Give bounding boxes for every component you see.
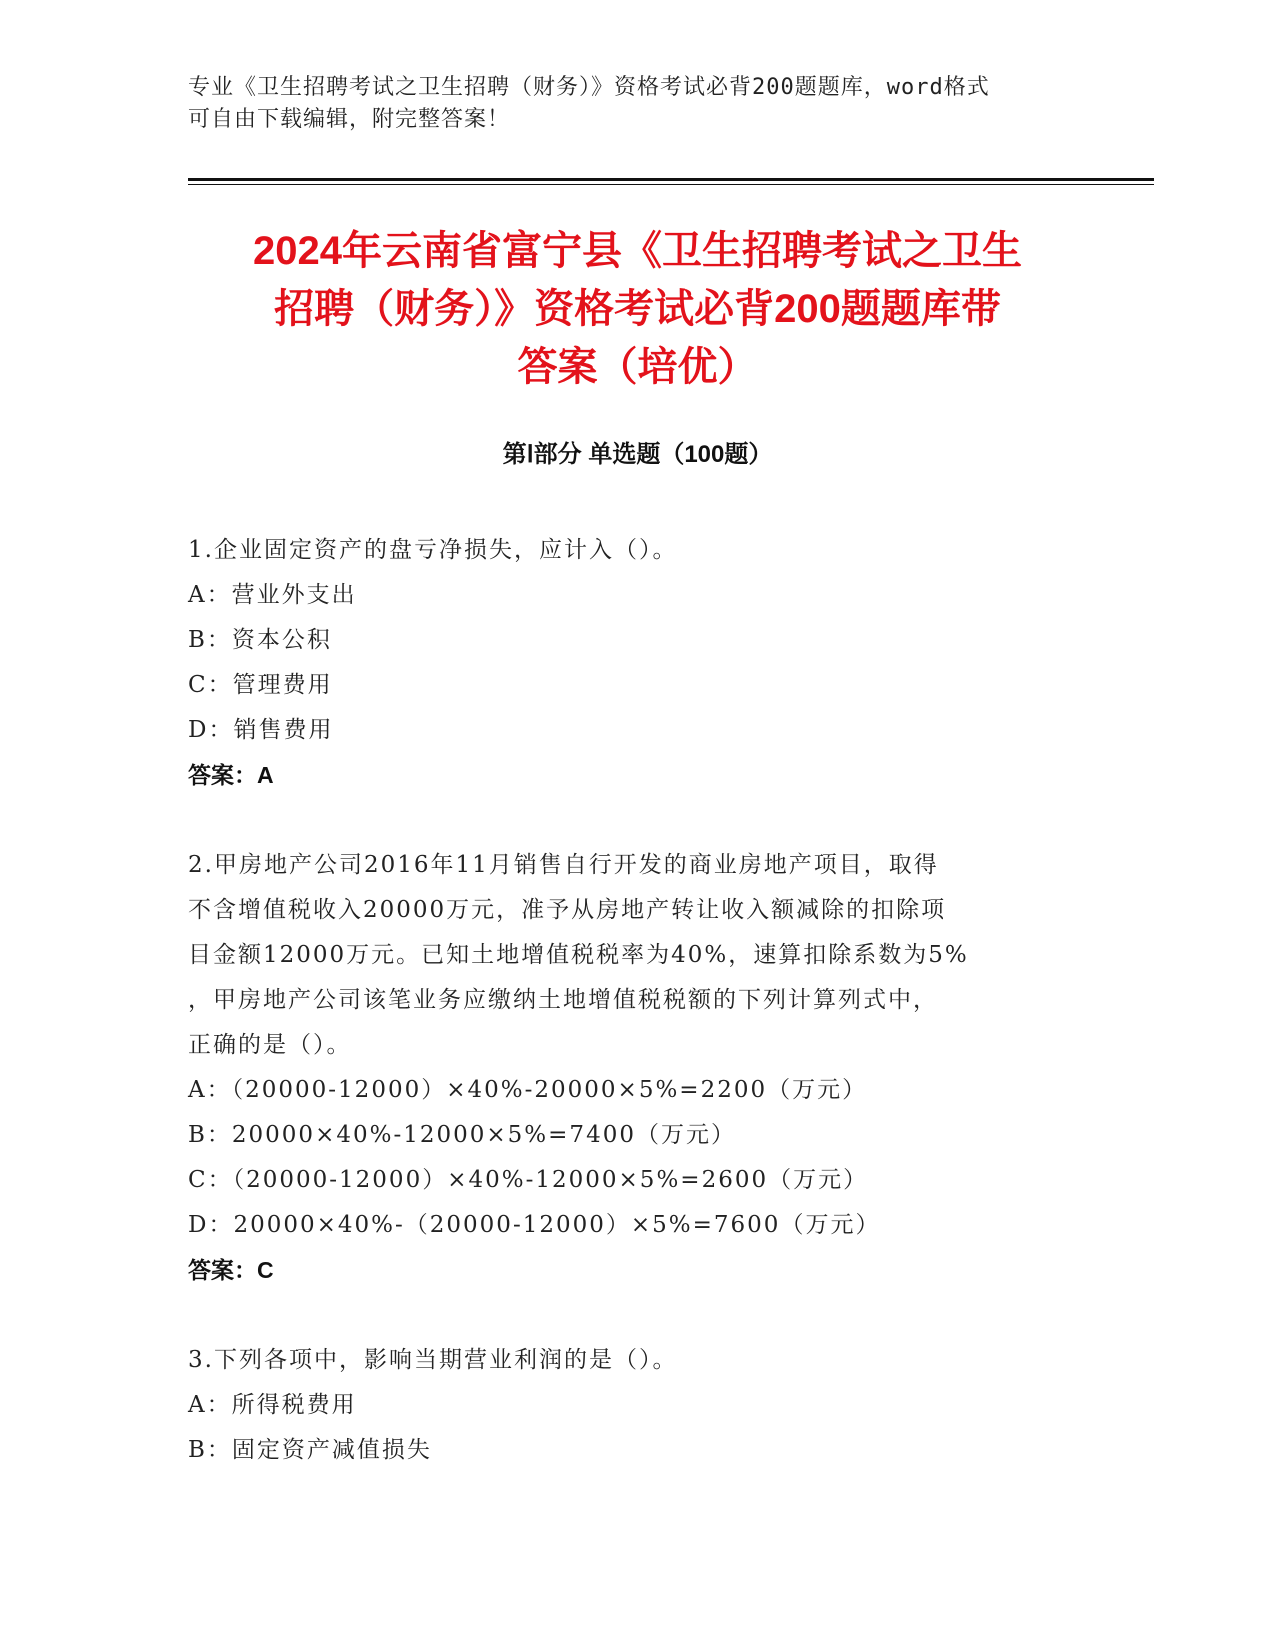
header-divider-thin [188, 184, 1154, 185]
question-text: 1.企业固定资产的盘亏净损失，应计入（）。 [188, 537, 678, 563]
section-title: 第Ⅰ部分 单选题（100题） [502, 441, 773, 468]
title-line: 招聘（财务）》资格考试必背200题题库带 [274, 287, 1001, 331]
title-line: 答案（培优） [517, 345, 758, 389]
question-text: ，甲房地产公司该笔业务应缴纳土地增值税税额的下列计算列式中， [188, 987, 938, 1013]
option-c: C：（20000-12000）×40%-12000×5%=2600（万元） [188, 1167, 869, 1193]
question-item [188, 843, 1068, 1293]
question-text: 正确的是（）。 [188, 1032, 352, 1058]
header-note [188, 72, 1068, 136]
question-item [188, 1338, 1068, 1473]
question-text: 3.下列各项中，影响当期营业利润的是（）。 [188, 1347, 678, 1373]
question-text: 目金额12000万元。已知土地增值税税率为40%，速算扣除系数为5% [188, 942, 969, 968]
option-c: C：管理费用 [188, 672, 333, 698]
question-text: 2.甲房地产公司2016年11月销售自行开发的商业房地产项目，取得 [188, 852, 939, 878]
option-d: D：20000×40%-（20000-12000）×5%=7600（万元） [188, 1212, 881, 1238]
option-a: A：营业外支出 [188, 582, 357, 608]
question-text: 不含增值税收入20000万元，准予从房地产转让收入额减除的扣除项 [188, 897, 947, 923]
header-note-line: 可自由下载编辑，附完整答案！ [188, 107, 511, 132]
question-item [188, 528, 1068, 798]
document-title [150, 222, 1125, 396]
answer-text: 答案：A [188, 762, 274, 788]
header-divider-thick [188, 178, 1154, 181]
question-list [188, 528, 1068, 1518]
option-a: A：所得税费用 [188, 1392, 357, 1418]
option-a: A：（20000-12000）×40%-20000×5%=2200（万元） [188, 1077, 868, 1103]
answer-text: 答案：C [188, 1257, 274, 1283]
option-b: B：20000×40%-12000×5%=7400（万元） [188, 1122, 736, 1148]
option-d: D：销售费用 [188, 717, 334, 743]
title-line: 2024年云南省富宁县《卫生招聘考试之卫生 [253, 229, 1022, 273]
header-note-line: 专业《卫生招聘考试之卫生招聘（财务）》资格考试必背200题题库，word格式 [188, 75, 990, 100]
option-b: B：资本公积 [188, 627, 332, 653]
option-b: B：固定资产减值损失 [188, 1437, 432, 1463]
